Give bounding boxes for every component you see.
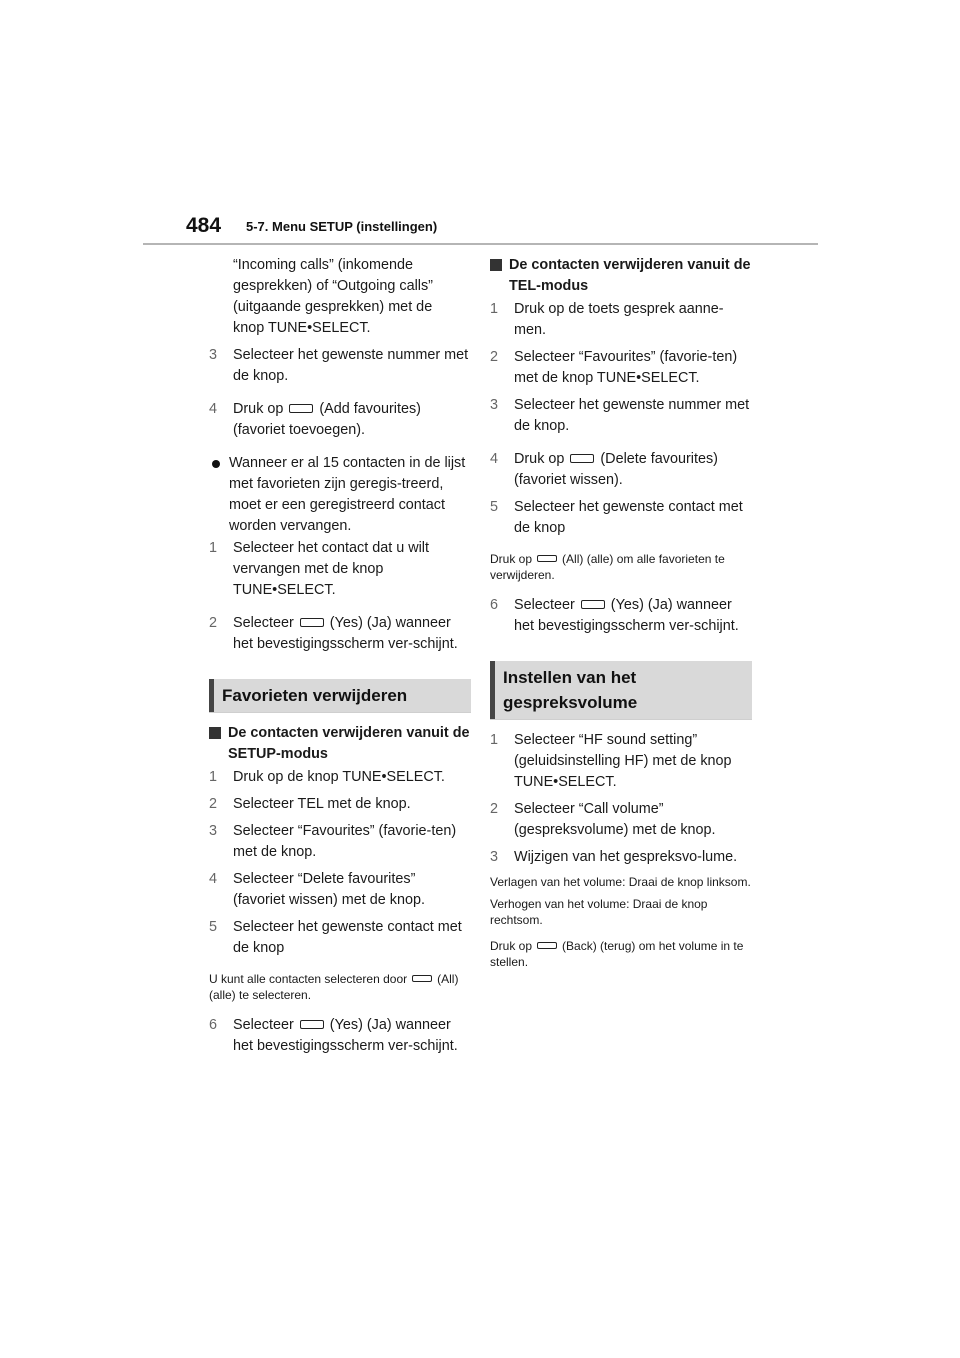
page-number: 484 bbox=[186, 214, 222, 237]
delete-step-3: 3 Selecteer “Favourites” (favorie-ten) met de knop. bbox=[209, 823, 457, 860]
tel-step-4: 4 Druk op (Delete favourites) (favoriet wissen). bbox=[490, 451, 718, 488]
square-bullet-icon bbox=[490, 259, 502, 271]
yes-button-icon bbox=[300, 618, 324, 627]
subhead-tel-mode: De contacten verwijderen vanuit de TEL-modus bbox=[490, 255, 752, 297]
back-note: Druk op (Back) (terug) om het volume in te stellen. bbox=[490, 939, 744, 969]
bullet-icon bbox=[212, 460, 220, 468]
delete-step-4: 4 Selecteer “Delete favourites” (favoriet wissen) met de knop. bbox=[209, 871, 425, 908]
tel-step-6: 6 Selecteer (Yes) (Ja) wanneer het bevestigingsscherm ver-schijnt. bbox=[490, 597, 739, 634]
left-column bbox=[209, 255, 471, 1057]
delete-step-2: 2 Selecteer TEL met de knop. bbox=[209, 796, 411, 812]
volume-step-3: 3 Wijzigen van het gespreksvo-lume. bbox=[490, 849, 738, 865]
add-favourites-button-icon bbox=[289, 404, 313, 413]
tel-step-3: 3 Selecteer het gewenste nummer met de knop. bbox=[490, 397, 750, 434]
right-column bbox=[490, 255, 752, 970]
square-bullet-icon bbox=[209, 727, 221, 739]
tel-step-1: 1 Druk op de toets gesprek aanne-men. bbox=[490, 301, 724, 338]
yes-button-icon bbox=[300, 1020, 324, 1029]
delete-step-5: 5 Selecteer het gewenste contact met de knop bbox=[209, 919, 462, 956]
volume-step-2: 2 Selecteer “Call volume” (gespreksvolume) met de knop. bbox=[490, 801, 716, 838]
tel-step-2: 2 Selecteer “Favourites” (favorie-ten) met de knop TUNE•SELECT. bbox=[490, 349, 738, 386]
delete-step-1: 1 Druk op de knop TUNE•SELECT. bbox=[209, 769, 445, 785]
bullet-step-1: 1 Selecteer het contact dat u wilt vervangen met de knop TUNE•SELECT. bbox=[209, 540, 429, 598]
section-title: 5-7. Menu SETUP (instellingen) bbox=[246, 219, 438, 234]
select-all-note: U kunt alle contacten selecteren door (All) (alle) te selecteren. bbox=[209, 972, 459, 1002]
yes-button-icon bbox=[581, 600, 605, 609]
all-button-icon bbox=[412, 975, 432, 982]
subhead-setup-mode: De contacten verwijderen vanuit de SETUP-modus bbox=[209, 723, 471, 765]
header-divider bbox=[143, 243, 818, 245]
volume-up-note: Verhogen van het volume: Draai de knop rechtsom. bbox=[490, 897, 708, 927]
section-header-call-volume: Instellen van het gespreksvolume bbox=[490, 661, 752, 720]
delete-step-6: 6 Selecteer (Yes) (Ja) wanneer het bevestigingsscherm ver-schijnt. bbox=[209, 1017, 458, 1054]
volume-step-1: 1 Selecteer “HF sound setting” (geluidsinstelling HF) met de knop TUNE•SELECT. bbox=[490, 732, 732, 790]
bullet-step-2: 2 Selecteer (Yes) (Ja) wanneer het bevestigingsscherm ver-schijnt. bbox=[209, 615, 458, 652]
step-3: 3 Selecteer het gewenste nummer met de knop. bbox=[209, 347, 469, 384]
delete-all-note: Druk op (All) (alle) om alle favorieten te verwijderen. bbox=[490, 552, 725, 582]
tel-step-5: 5 Selecteer het gewenste contact met de knop bbox=[490, 499, 743, 536]
step-4: 4 Druk op (Add favourites) (favoriet toevoegen). bbox=[209, 401, 421, 438]
bullet-note: Wanneer er al 15 contacten in de lijst met favorieten zijn geregis-treerd, moet er een geregistreerd contact worden vervangen. bbox=[209, 453, 471, 537]
intro-text: “Incoming calls” (inkomende gesprekken) of “Outgoing calls” (uitgaande gesprekken) met de knop TUNE•SELECT. bbox=[233, 257, 433, 336]
section-header-delete-favourites: Favorieten verwijderen bbox=[209, 679, 471, 713]
back-button-icon bbox=[537, 942, 557, 949]
volume-down-note: Verlagen van het volume: Draai de knop linksom. bbox=[490, 875, 751, 889]
delete-favourites-button-icon bbox=[570, 454, 594, 463]
all-button-icon bbox=[537, 555, 557, 562]
